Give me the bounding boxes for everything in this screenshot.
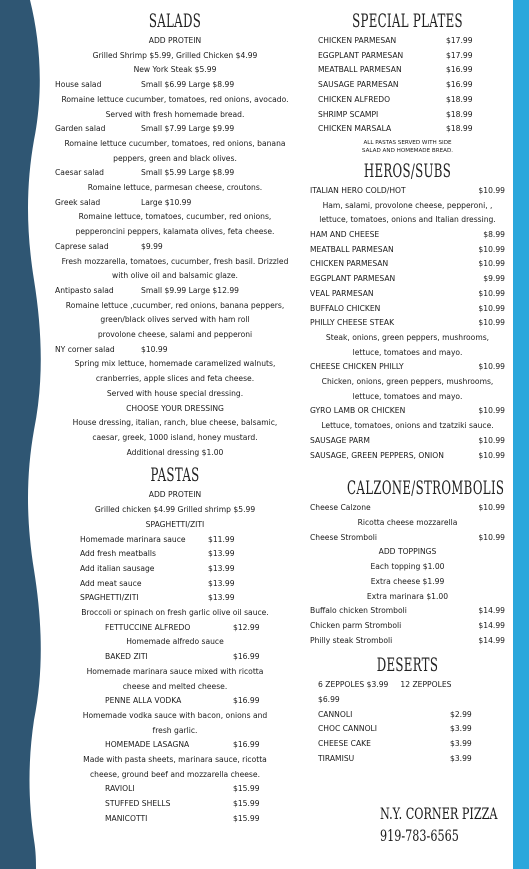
item-name: BUFFALO CHICKEN (310, 303, 381, 313)
item-name: EGGPLANT PARMESAN (318, 50, 404, 60)
item-name: EGGPLANT PARMESAN (310, 274, 396, 284)
hero-item (310, 272, 505, 287)
menu-item (310, 722, 505, 737)
salad-name: House salad (55, 80, 102, 90)
item-price: $16.99 (233, 652, 260, 662)
menu-item (310, 63, 505, 78)
item-name: Chicken parm Stromboli (310, 620, 402, 630)
menu-item (55, 650, 295, 665)
topping-option: Extra marinara $1.00 (366, 591, 449, 601)
menu-item (55, 782, 295, 797)
item-name: TIRAMISU (318, 753, 355, 763)
salad-price: Small $6.99 Large $8.99 (141, 80, 235, 90)
item-name: CHICKEN ALFREDO (318, 94, 391, 104)
salad-name: Caprese salad (55, 241, 109, 251)
salad-name: Garden salad (55, 124, 106, 134)
item-name: BAKED ZITI (105, 652, 148, 662)
item-price: $13.99 (208, 593, 235, 603)
item-price: $18.99 (446, 109, 473, 119)
item-name: GYRO LAMB OR CHICKEN (310, 406, 406, 416)
item-name: Buffalo chicken Stromboli (310, 606, 407, 616)
item-price: $14.99 (478, 635, 505, 645)
item-price: $15.99 (233, 799, 260, 809)
dressing-line: caesar, greek, 1000 island, honey mustard. (92, 432, 258, 442)
item-name: HAM AND CHEESE (310, 230, 380, 240)
item-description: Homemade alfredo sauce (126, 637, 224, 647)
heros-title: HEROS/SUBS (363, 159, 452, 182)
item-name: Add fresh meatballs (80, 549, 156, 559)
item-name: HOMEMADE LASAGNA (105, 740, 190, 750)
item-price: $16.99 (446, 80, 473, 90)
item-description: Made with pasta sheets, marinara sauce, ricotta (83, 755, 267, 765)
salad-row (55, 122, 295, 137)
hero-item (310, 184, 505, 199)
menu-item: Cheese Calzone $10.99 (310, 503, 505, 513)
salad-name: Antipasto salad (55, 285, 114, 295)
item-name: RAVIOLI (105, 784, 135, 794)
item-price: $17.99 (446, 36, 473, 45)
item-description: fresh garlic. (152, 725, 198, 735)
item-price: $10.99 (478, 362, 505, 372)
item-name: SHRIMP SCAMPI (318, 109, 379, 119)
menu-item (55, 547, 295, 562)
topping-option: Extra cheese $1.99 (370, 576, 445, 586)
item-price: $18.99 (446, 124, 473, 134)
salad-row (55, 196, 295, 211)
menu-item (310, 93, 505, 108)
salad-price: Small $5.99 Large $8.99 (141, 168, 235, 178)
item-name: ITALIAN HERO COLD/HOT (310, 185, 406, 195)
item-price: $10.99 (478, 244, 505, 254)
salad-price: $9.99 (141, 241, 163, 251)
right-column (310, 6, 505, 767)
item-name: PENNE ALLA VODKA (105, 696, 182, 706)
hero-item (310, 449, 505, 464)
item-price: $16.99 (233, 740, 260, 750)
salad-description: Fresh mozzarella, tomatoes, cucumber, fresh basil. Drizzled (61, 256, 289, 266)
item-name: VEAL PARMESAN (310, 288, 374, 298)
salads-protein-header: ADD PROTEIN (148, 36, 202, 45)
item-description: Lettuce, tomatoes, onions and tzatziki sauce. (321, 421, 494, 431)
menu-item (55, 577, 295, 592)
item-name: CHICKEN PARMESAN (318, 36, 397, 45)
menu-item (310, 78, 505, 93)
salad-description: Romaine lettuce, parmesan cheese, croutons. (87, 183, 263, 193)
salads-list (55, 78, 295, 401)
pastas-protein-header: ADD PROTEIN (148, 490, 202, 500)
spaghetti-header: SPAGHETTI/ZITI (145, 519, 205, 529)
item-description: cheese, ground beef and mozzarella cheese. (90, 769, 260, 779)
salad-row (55, 78, 295, 93)
zeppoles-price: $6.99 (318, 695, 340, 705)
hero-item (310, 434, 505, 449)
hero-item (310, 360, 505, 375)
item-name: Add meat sauce (80, 578, 142, 588)
salad-row (55, 240, 295, 255)
item-price: $8.99 (483, 230, 505, 240)
special-plates-list (310, 34, 505, 137)
salad-description: Romaine lettuce ,cucumber, red onions, banana peppers, (65, 300, 285, 310)
menu-item (310, 752, 505, 767)
item-price: $2.99 (450, 709, 472, 719)
hero-item (310, 287, 505, 302)
salads-protein-line: Grilled Shrimp $5.99, Grilled Chicken $4.99 (92, 50, 258, 60)
item-price: $15.99 (233, 784, 260, 794)
item-name: PHILLY CHEESE STEAK (310, 318, 395, 328)
salad-description: Romaine lettuce cucumber, tomatoes, red onions, banana (64, 138, 286, 148)
toppings-header: ADD TOPPINGS (378, 547, 437, 557)
item-price: $13.99 (208, 563, 235, 573)
menu-item (310, 108, 505, 123)
item-name: MANICOTTI (105, 813, 148, 823)
item-description: Steak, onions, green peppers, mushrooms, (325, 332, 490, 342)
menu-item (55, 812, 295, 827)
pasta-specials-list (55, 621, 295, 783)
salad-price: Small $7.99 Large $9.99 (141, 124, 235, 134)
salad-price: Large $10.99 (141, 197, 192, 207)
restaurant-phone: 919-783-6565 (380, 826, 459, 845)
salad-description: peppers, green and black olives. (113, 153, 237, 163)
hero-item (310, 243, 505, 258)
stromboli-list (310, 604, 505, 648)
menu-item (55, 533, 295, 548)
item-price: $13.99 (208, 578, 235, 588)
item-price: $10.99 (478, 406, 505, 416)
item-name: MEATBALL PARMESAN (318, 65, 402, 75)
item-name: SAUSAGE, GREEN PEPPERS, ONION (310, 450, 444, 460)
stromboli-item (310, 634, 505, 649)
salads-protein-line: New York Steak $5.99 (133, 65, 217, 75)
stromboli-item (310, 619, 505, 634)
menu-item (310, 708, 505, 723)
menu-item (310, 122, 505, 137)
menu-item (55, 562, 295, 577)
salad-row (55, 284, 295, 299)
item-description: lettuce, tomatoes and mayo. (352, 391, 463, 401)
salad-description: green/black olives served with ham roll (100, 315, 250, 325)
item-name: CHEESE CHICKEN PHILLY (310, 362, 404, 372)
salad-description: Served with house special dressing. (106, 388, 244, 398)
item-name: MEATBALL PARMESAN (310, 244, 394, 254)
item-description: cheese and melted cheese. (122, 681, 228, 691)
pasta-stuffed-list (55, 782, 295, 826)
item-price: $13.99 (208, 549, 235, 559)
item-price: $10.99 (478, 318, 505, 328)
pastas-protein-line: Grilled chicken $4.99 Grilled shrimp $5.99 (94, 505, 256, 515)
menu-item (55, 694, 295, 709)
item-name: SAUSAGE PARM (310, 435, 370, 445)
heros-list (310, 184, 505, 463)
item-description: Homemade marinara sauce mixed with ricotta (86, 666, 264, 676)
salad-name: Caesar salad (55, 168, 104, 178)
left-column (55, 6, 295, 827)
menu-item (55, 797, 295, 812)
decorative-right-border (513, 0, 529, 869)
item-price: $14.99 (478, 606, 505, 616)
item-price: $10.99 (478, 259, 505, 269)
calzone-desc: Ricotta cheese mozzarella (357, 517, 458, 527)
hero-item (310, 404, 505, 419)
menu-item (55, 591, 295, 606)
pasta-list (55, 533, 295, 607)
menu-item (310, 34, 505, 49)
deserts-title: DESERTS (376, 654, 439, 677)
salad-description: Romaine lettuce, tomatoes, cucumber, red onions, (78, 212, 272, 222)
salad-description: pepperoncini peppers, kalamata olives, feta cheese. (75, 227, 275, 237)
item-price: $10.99 (478, 185, 505, 195)
stromboli-item (310, 604, 505, 619)
special-note: ALL PASTAS SERVED WITH SIDE SALAD AND HOMEMADE BREAD. (361, 139, 454, 155)
dressing-header: CHOOSE YOUR DRESSING (126, 403, 224, 413)
salad-description: provolone cheese, salami and pepperoni (97, 330, 253, 340)
item-name: CHOC CANNOLI (318, 724, 378, 734)
item-description: Ham, salami, provolone cheese, pepperoni, , (322, 200, 493, 210)
item-price: $3.99 (450, 739, 472, 749)
item-price: $17.99 (446, 50, 473, 60)
topping-option: Each topping $1.00 (370, 562, 445, 572)
item-price: $10.99 (478, 303, 505, 313)
menu-item (310, 737, 505, 752)
item-name: CANNOLI (318, 709, 353, 719)
hero-item (310, 257, 505, 272)
toppings-list (310, 560, 505, 604)
salad-row (55, 166, 295, 181)
salad-description: Spring mix lettuce, homemade caramelized walnuts, (74, 359, 276, 369)
item-name: STUFFED SHELLS (105, 799, 171, 809)
item-name: CHEESE CAKE (318, 739, 371, 749)
dressing-line: House dressing, italian, ranch, blue cheese, balsamic, (72, 418, 278, 428)
item-price: $10.99 (478, 435, 505, 445)
calzone-title: CALZONE/STROMBOLIS (347, 477, 505, 500)
item-name: SAUSAGE PARMESAN (318, 80, 399, 90)
special-plates-title: SPECIAL PLATES (352, 10, 463, 32)
pastas-title: PASTAS (150, 464, 200, 487)
item-price: $3.99 (450, 753, 472, 763)
item-price: $16.99 (233, 696, 260, 706)
restaurant-name: N.Y. CORNER PIZZA (380, 804, 498, 823)
dressing-options (55, 416, 295, 445)
decorative-left-border (0, 0, 44, 869)
zeppoles-row: 6 ZEPPOLES $3.99 12 ZEPPOLES (318, 680, 452, 690)
salad-price: Small $9.99 Large $12.99 (141, 285, 240, 295)
salad-name: NY corner salad (55, 344, 115, 354)
menu-item (55, 738, 295, 753)
deserts-list (310, 708, 505, 767)
menu-item: Cheese Stromboli $10.99 (310, 532, 505, 542)
additional-dressing: Additional dressing $1.00 (126, 447, 224, 457)
item-price: $9.99 (483, 274, 505, 284)
item-name: CHICKEN MARSALA (318, 124, 392, 134)
item-price: $16.99 (446, 65, 473, 75)
item-description: Homemade vodka sauce with bacon, onions and (82, 710, 268, 720)
salad-name: Greek salad (55, 197, 101, 207)
salads-title: SALADS (148, 10, 202, 32)
item-name: SPAGHETTI/ZITI (80, 593, 139, 603)
item-price: $12.99 (233, 622, 260, 632)
broccoli-note: Broccoli or spinach on fresh garlic olive oil sauce. (81, 608, 269, 618)
salad-description: with olive oil and balsamic glaze. (112, 271, 238, 281)
item-description: lettuce, tomatoes and mayo. (352, 347, 463, 357)
item-price: $14.99 (478, 620, 505, 630)
item-description: lettuce, tomatoes, onions and Italian dressing. (319, 215, 496, 225)
item-name: Homemade marinara sauce (80, 534, 186, 544)
item-name: FETTUCCINE ALFREDO (105, 622, 191, 632)
item-name: Add italian sausage (80, 563, 155, 573)
menu-item (310, 49, 505, 64)
item-price: $18.99 (446, 94, 473, 104)
salad-description: Romaine lettuce cucumber, tomatoes, red onions, avocado. (61, 94, 289, 104)
menu-item (55, 621, 295, 636)
salad-row (55, 343, 295, 358)
item-name: CHICKEN PARMESAN (310, 259, 389, 269)
item-price: $10.99 (478, 450, 505, 460)
hero-item (310, 302, 505, 317)
item-price: $15.99 (233, 813, 260, 823)
salad-price: $10.99 (141, 344, 168, 354)
salad-description: Served with fresh homemade bread. (105, 109, 245, 119)
item-name: Philly steak Stromboli (310, 635, 393, 645)
hero-item (310, 316, 505, 331)
item-description: Chicken, onions, green peppers, mushrooms, (321, 377, 494, 387)
item-price: $11.99 (208, 534, 235, 544)
item-price: $10.99 (478, 288, 505, 298)
salad-description: cranberries, apple slices and feta cheese. (95, 374, 255, 384)
hero-item (310, 228, 505, 243)
item-price: $3.99 (450, 724, 472, 734)
